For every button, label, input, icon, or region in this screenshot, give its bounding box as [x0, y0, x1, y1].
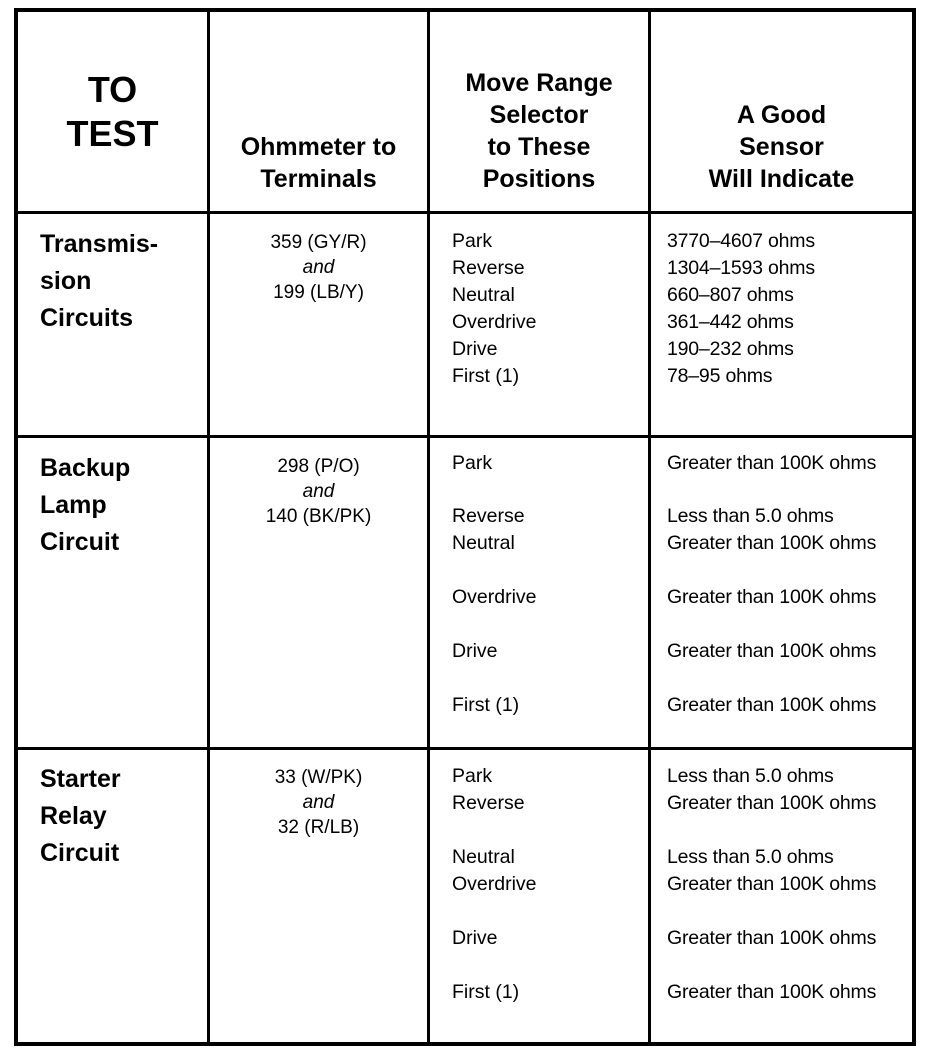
- test-name-transmission: Transmis- sion Circuits: [40, 230, 159, 332]
- list-item: 190–232 ohms: [667, 338, 794, 360]
- header-range-selector-positions: Move Range Selector to These Positions: [465, 69, 613, 193]
- list-item: Neutral: [452, 284, 515, 306]
- header-ohmmeter-terminals: Ohmmeter to Terminals: [240, 133, 397, 193]
- list-item: Park: [452, 765, 493, 787]
- list-item: Neutral: [452, 846, 515, 868]
- terminals-backup-lamp: 298 (P/O) and 140 (BK/PK): [265, 456, 372, 527]
- list-item: Greater than 100K ohms: [667, 873, 877, 895]
- list-item: First (1): [452, 694, 520, 716]
- list-item: Overdrive: [452, 586, 537, 608]
- test-name-backup-lamp: Backup Lamp Circuit: [40, 454, 131, 556]
- list-item: Park: [452, 230, 493, 252]
- terminals-starter-relay: 33 (W/PK) and 32 (R/LB): [274, 767, 363, 838]
- list-item: Greater than 100K ohms: [667, 694, 877, 716]
- list-item: Greater than 100K ohms: [667, 640, 877, 662]
- list-item: Less than 5.0 ohms: [667, 505, 834, 527]
- list-item: Drive: [452, 927, 498, 949]
- terminals-transmission: 359 (GY/R) and 199 (LB/Y): [270, 232, 367, 303]
- header-to-test: TO TEST: [66, 68, 159, 154]
- list-item: Less than 5.0 ohms: [667, 846, 834, 868]
- list-item: Greater than 100K ohms: [667, 586, 877, 608]
- list-item: Neutral: [452, 532, 515, 554]
- list-item: Drive: [452, 338, 498, 360]
- list-item: Greater than 100K ohms: [667, 792, 877, 814]
- header-good-sensor-indication: A Good Sensor Will Indicate: [708, 101, 855, 193]
- list-item: 3770–4607 ohms: [667, 230, 815, 252]
- list-item: 1304–1593 ohms: [667, 257, 815, 279]
- readings-starter-relay: [651, 0, 912, 1054]
- list-item: First (1): [452, 365, 520, 387]
- list-item: Greater than 100K ohms: [667, 452, 877, 474]
- list-item: 361–442 ohms: [667, 311, 794, 333]
- test-name-starter-relay: Starter Relay Circuit: [40, 765, 121, 867]
- list-item: Park: [452, 452, 493, 474]
- list-item: Overdrive: [452, 873, 537, 895]
- list-item: Reverse: [452, 792, 525, 814]
- list-item: Drive: [452, 640, 498, 662]
- list-item: Greater than 100K ohms: [667, 532, 877, 554]
- list-item: First (1): [452, 981, 520, 1003]
- positions-starter-relay: [430, 0, 648, 1054]
- list-item: Greater than 100K ohms: [667, 927, 877, 949]
- list-item: Less than 5.0 ohms: [667, 765, 834, 787]
- list-item: Reverse: [452, 505, 525, 527]
- list-item: Overdrive: [452, 311, 537, 333]
- list-item: Greater than 100K ohms: [667, 981, 877, 1003]
- list-item: Reverse: [452, 257, 525, 279]
- list-item: 660–807 ohms: [667, 284, 794, 306]
- list-item: 78–95 ohms: [667, 365, 773, 387]
